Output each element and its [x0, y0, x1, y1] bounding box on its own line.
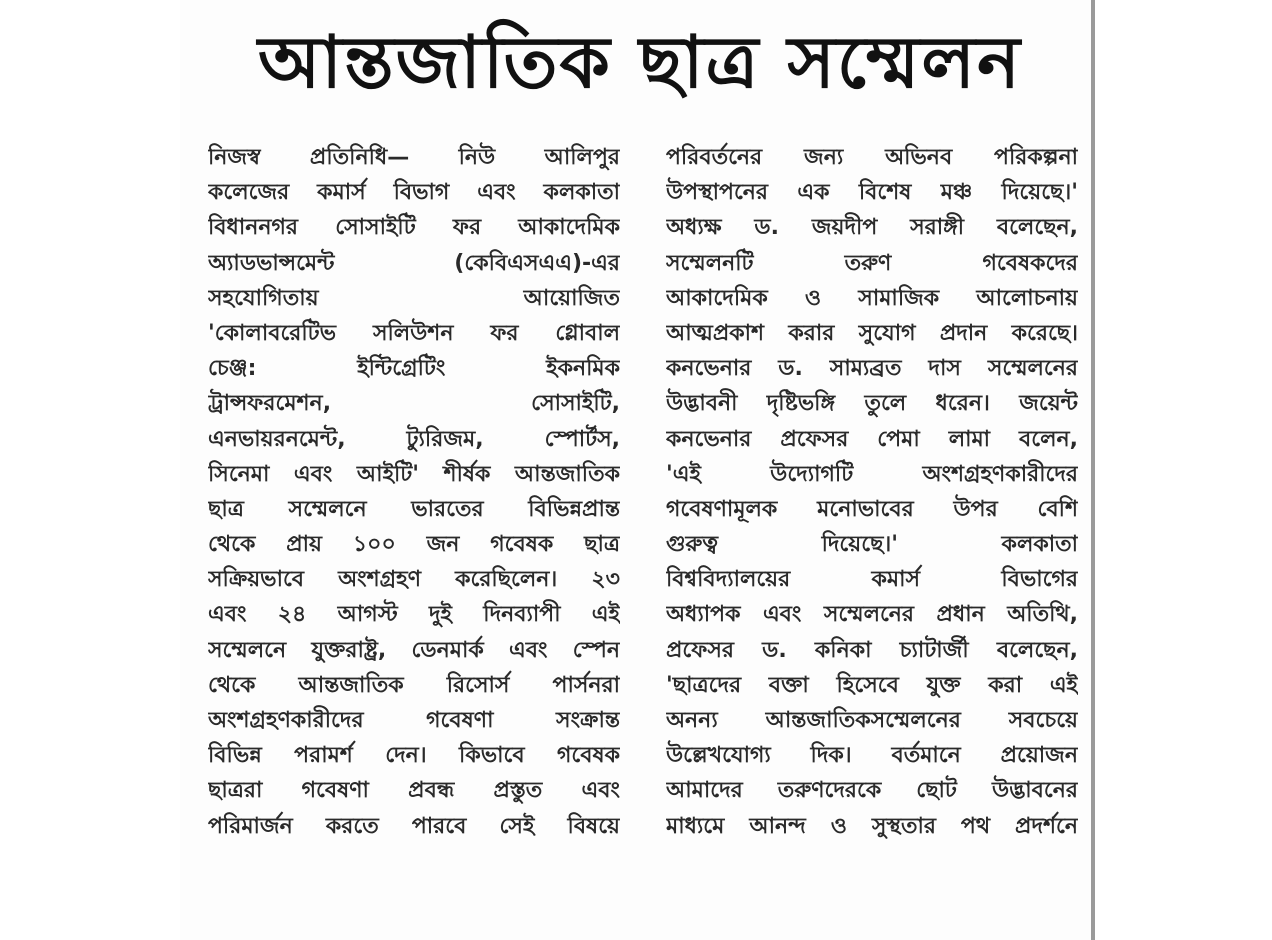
text-line: আমাদের তরুণদেরকে ছোট উদ্ভাবনের: [666, 778, 1078, 804]
text-line: আকাদেমিক ও সামাজিক আলোচনায়: [666, 285, 1078, 311]
text-line: নিজস্ব প্রতিনিধি— নিউ আলিপুর: [208, 145, 620, 170]
text-line: অনন্য আন্তজাতিকসম্মেলনের সবচেয়ে: [666, 708, 1078, 733]
text-line: এনভায়রনমেন্ট, ট্যুরিজম, স্পোর্টস,: [208, 426, 620, 452]
text-line: ট্রান্সফরমেশন, সোসাইটি,: [208, 391, 620, 417]
text-line: বিভিন্ন পরামর্শ দেন। কিভাবে গবেষক: [208, 743, 620, 769]
text-line: গুরুত্ব দিয়েছে।' কলকাতা: [666, 532, 1078, 558]
newspaper-clipping: [180, 0, 1092, 940]
text-line: 'এই উদ্যোগটি অংশগ্রহণকারীদের: [666, 461, 1078, 487]
text-line: সম্মেলনটি তরুণ গবেষকদের: [666, 250, 1078, 276]
text-line: বিধাননগর সোসাইটি ফর আকাদেমিক: [208, 215, 620, 241]
text-line: কলেজের কমার্স বিভাগ এবং কলকাতা: [208, 180, 620, 206]
text-line: অংশগ্রহণকারীদের গবেষণা সংক্রান্ত: [208, 708, 620, 733]
text-line: আত্মপ্রকাশ করার সুযোগ প্রদান করেছে।: [666, 320, 1078, 346]
text-line: কনভেনার ড. সাম্যব্রত দাস সম্মেলনের: [666, 356, 1078, 382]
text-line: মাধ্যমে আনন্দ ও সুস্থতার পথ প্রদর্শনে: [666, 813, 1078, 839]
text-line: চেঞ্জ: ইন্টিগ্রেটিং ইকনমিক: [208, 356, 620, 382]
text-line: উপস্থাপনের এক বিশেষ মঞ্চ দিয়েছে।': [666, 180, 1078, 206]
article-body: [208, 140, 1078, 940]
text-line: এবং ২৪ আগস্ট দুই দিনব্যাপী এই: [208, 602, 620, 628]
text-line: গবেষণামূলক মনোভাবের উপর বেশি: [666, 496, 1078, 522]
text-line: 'কোলাবরেটিভ সলিউশন ফর গ্লোবাল: [208, 320, 620, 346]
text-line: প্রফেসর ড. কনিকা চ্যাটার্জী বলেছেন,: [666, 637, 1078, 663]
text-line: পরিবর্তনের জন্য অভিনব পরিকল্পনা: [666, 145, 1078, 170]
text-line: থেকে আন্তজাতিক রিসোর্স পার্সনরা: [208, 672, 620, 698]
text-line: সহযোগিতায় আয়োজিত: [208, 285, 620, 311]
text-line: অধ্যাপক এবং সম্মেলনের প্রধান অতিথি,: [666, 602, 1078, 628]
text-line: পরিমার্জন করতে পারবে সেই বিষয়ে: [208, 813, 620, 839]
text-line: সম্মেলনে যুক্তরাষ্ট্র, ডেনমার্ক এবং স্পেন: [208, 637, 620, 663]
text-line: থেকে প্রায় ১০০ জন গবেষক ছাত্র: [208, 532, 620, 558]
text-line: 'ছাত্রদের বক্তা হিসেবে যুক্ত করা এই: [666, 672, 1078, 698]
text-line: অ্যাডভান্সমেন্ট (কেবিএসএএ)-এর: [208, 250, 620, 276]
text-line: সক্রিয়ভাবে অংশগ্রহণ করেছিলেন। ২৩: [208, 567, 620, 593]
text-line: উল্লেখযোগ্য দিক। বর্তমানে প্রয়োজন: [666, 743, 1078, 769]
text-line: উদ্ভাবনী দৃষ্টিভঙ্গি তুলে ধরেন। জয়েন্ট: [666, 391, 1078, 417]
text-line: সিনেমা এবং আইটি' শীর্ষক আন্তজাতিক: [208, 461, 620, 487]
article-column-right: [666, 140, 1078, 940]
text-line: অধ্যক্ষ ড. জয়দীপ সরাঙ্গী বলেছেন,: [666, 215, 1078, 241]
text-line: কনভেনার প্রফেসর পেমা লামা বলেন,: [666, 426, 1078, 452]
article-headline: আন্তজাতিক ছাত্র সম্মেলন: [257, 19, 1023, 104]
text-line: বিশ্ববিদ্যালয়ের কমার্স বিভাগের: [666, 567, 1078, 593]
article-column-left: [208, 140, 620, 940]
column-rule: [1091, 0, 1095, 940]
text-line: ছাত্ররা গবেষণা প্রবন্ধ প্রস্তুত এবং: [208, 778, 620, 804]
text-line: ছাত্র সম্মেলনে ভারতের বিভিন্নপ্রান্ত: [208, 496, 620, 522]
